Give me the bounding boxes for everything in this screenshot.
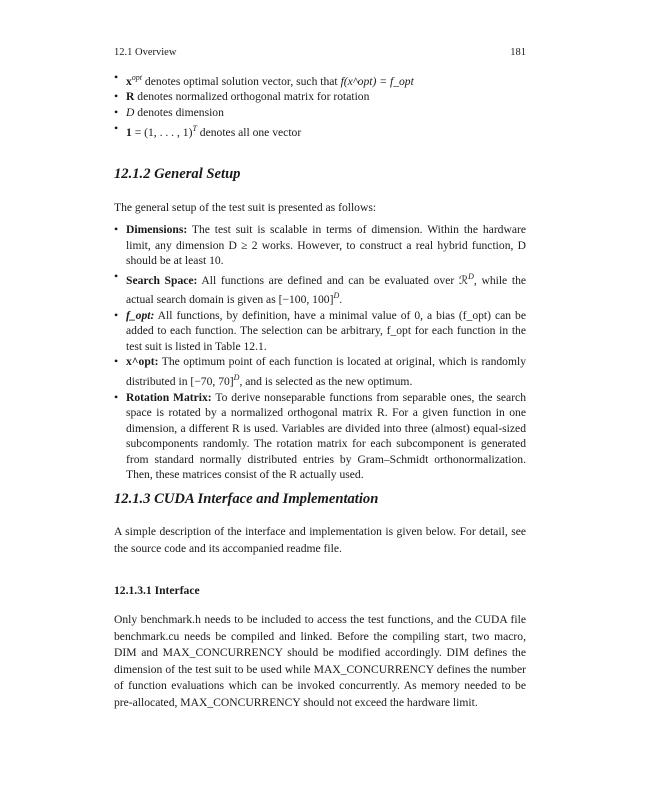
cuda-intro: A simple description of the interface and implementation is given below. For detail, see the source code and its accompanied readme file. (114, 525, 526, 555)
list-item (114, 89, 526, 105)
interface-body: Only benchmark.h needs to be included to access the test functions, and the CUDA file benchmark.cu needs be compiled and linked. Before the compiling start, two macro, DIM and MAX_CONCURRENCY should be modified accordingly. DIM defines the dimension of the test suit to be used while MAX_CONCURRENCY defines the number of function evaluations which can be invoked concurrently. As memory needed to be pre-allocated, MAX_CONCURRENCY should not exceed the hardware limit. (114, 613, 526, 709)
running-header (114, 47, 526, 61)
item-text: To derive nonseparable functions from separable ones, the search space is rotated by a normalized orthogonal matrix R. For a given function in one dimension, a different R is used. Variables are divided into three (almost) equal-sized subcomponents randomly. The rotation matrix for each subcomponent is generated from standard normally distributed entries by Gram–Schmidt orthonormalization. Then, these matrices consist of the R actually used. (126, 390, 526, 482)
subsection-heading-interface: 12.1.3.1 Interface (114, 584, 200, 597)
item-text: The optimum point of each function is located at original, which is randomly distributed in [−70, 70] (126, 355, 526, 388)
math-symbol: R (126, 90, 135, 104)
item-text: The test suit is scalable in terms of dimension. Within the hardware limit, any dimension D ≥ 2 works. However, to construct a real hybrid function, D should be at least 10. (126, 223, 526, 268)
header-section: 12.1 Overview (114, 47, 177, 58)
math-symbol: 1 (126, 125, 132, 139)
item-text: , and is selected as the new optimum. (239, 374, 413, 388)
list-text: denotes optimal solution vector, such that (142, 74, 341, 88)
item-label: Search Space: (126, 273, 198, 287)
general-setup-intro: The general setup of the test suit is presented as follows: (114, 201, 377, 214)
item-text: All functions are defined and can be evaluated over ℛ (197, 273, 469, 287)
math-expression: f(x^opt) = f_opt (340, 74, 414, 88)
list-item (114, 354, 526, 389)
math-superscript: opt (131, 73, 143, 82)
math-expression: = (1, . . . , 1) (131, 125, 193, 139)
math-symbol: x (126, 74, 132, 88)
math-superscript: D (468, 271, 474, 281)
list-item (114, 308, 526, 355)
list-text: denotes normalized orthogonal matrix for rotation (134, 90, 370, 104)
list-text: denotes dimension (134, 106, 224, 120)
item-text: , while the actual search domain is given as [−100, 100] (126, 273, 527, 307)
list-item (114, 269, 526, 308)
list-item (114, 105, 526, 121)
math-symbol: D (126, 106, 135, 120)
item-label: Rotation Matrix: (126, 390, 212, 404)
item-label: x^opt: (126, 355, 159, 369)
notation-list (114, 70, 526, 140)
list-text: denotes all one vector (196, 125, 302, 139)
section-heading-general-setup: 12.1.2 General Setup (114, 166, 241, 182)
math-superscript: D (333, 291, 340, 301)
item-text: All functions, by definition, have a minimal value of 0, a bias (f_opt) can be added to each function. The selection can be arbitrary, f_opt for each function in the test suit is listed in Table 12.1. (126, 308, 526, 353)
item-label: f_opt: (126, 308, 155, 322)
math-superscript: D (233, 373, 240, 383)
item-text: . (339, 293, 343, 307)
list-item (114, 222, 526, 269)
list-item (114, 121, 526, 140)
section-heading-cuda: 12.1.3 CUDA Interface and Implementation (114, 491, 379, 507)
page-number: 181 (510, 47, 526, 58)
item-label: Dimensions: (126, 223, 188, 236)
list-item (114, 390, 526, 484)
setup-list (114, 222, 526, 483)
math-superscript: T (192, 123, 197, 133)
list-item (114, 70, 526, 89)
